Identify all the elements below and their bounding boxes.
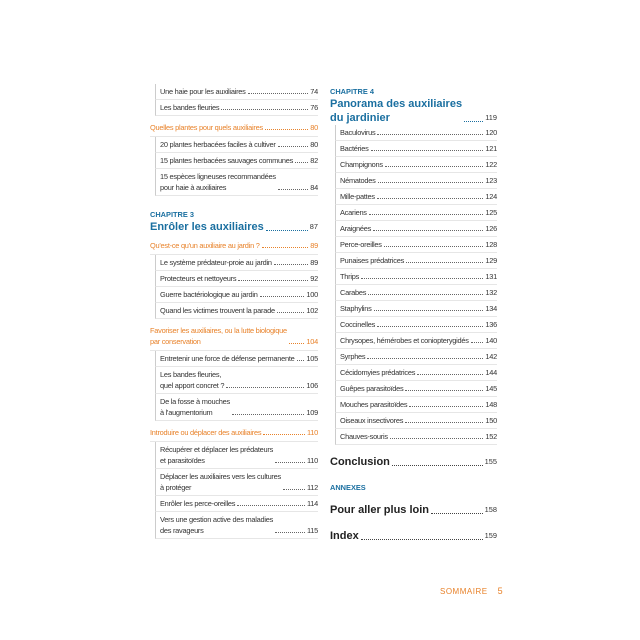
- toc-subsection-entry[interactable]: [155, 351, 318, 367]
- entry-page-number: 80: [310, 140, 318, 149]
- entry-page-number: 114: [306, 499, 318, 508]
- entry-page-number: 136: [485, 320, 497, 329]
- toc-section-entry[interactable]: [150, 234, 318, 255]
- toc-subsection-entry[interactable]: [335, 221, 497, 237]
- toc-subsection-entry[interactable]: [155, 137, 318, 153]
- entry-page-number: 112: [306, 483, 318, 492]
- toc-subsection-entry[interactable]: [335, 333, 497, 349]
- dot-leader: [248, 93, 309, 94]
- dot-leader: [262, 247, 309, 248]
- toc-subsection-entry[interactable]: [155, 271, 318, 287]
- dot-leader: [263, 434, 305, 435]
- entry-title: De la fosse à mouches à l'augmentorium: [160, 397, 230, 417]
- entry-title: Index: [330, 530, 359, 542]
- toc-subsection-entry[interactable]: [335, 141, 497, 157]
- entry-page-number: 126: [485, 224, 497, 233]
- entry-page-number: 128: [485, 240, 497, 249]
- entry-page-number: 106: [306, 381, 318, 390]
- toc-chapter-entry[interactable]: [330, 529, 497, 545]
- page-footer: [440, 586, 503, 596]
- entry-title: Perce-oreilles: [340, 240, 382, 249]
- dot-leader: [297, 360, 305, 361]
- entry-page-number: 132: [485, 288, 497, 297]
- entry-title: Quand les victimes trouvent la parade: [160, 306, 275, 315]
- entry-title: Staphylins: [340, 304, 372, 313]
- entry-title: Baculovirus: [340, 128, 376, 137]
- entry-title: Mouches parasitoïdes: [340, 400, 408, 409]
- dot-leader: [226, 387, 304, 388]
- dot-leader: [373, 230, 483, 231]
- entry-page-number: 124: [485, 192, 497, 201]
- dot-leader: [464, 121, 483, 122]
- dot-leader: [431, 513, 483, 514]
- entry-page-number: 105: [306, 354, 318, 363]
- dot-leader: [238, 280, 308, 281]
- toc-subsection-entry[interactable]: [155, 442, 318, 469]
- dot-leader: [405, 422, 483, 423]
- dot-leader: [377, 326, 483, 327]
- entry-page-number: 100: [306, 290, 318, 299]
- dot-leader: [275, 462, 305, 463]
- dot-leader: [417, 374, 483, 375]
- dot-leader: [283, 489, 305, 490]
- entry-title: Protecteurs et nettoyeurs: [160, 274, 237, 283]
- dot-leader: [361, 278, 483, 279]
- toc-subsection-entry[interactable]: [335, 349, 497, 365]
- entry-page-number: 115: [306, 526, 318, 535]
- dot-leader: [275, 532, 305, 533]
- toc-section-entry[interactable]: [150, 116, 318, 137]
- entry-title: Les bandes fleuries, quel apport concret ?: [160, 370, 225, 390]
- entry-title: Nématodes: [340, 176, 376, 185]
- entry-title: Pour aller plus loin: [330, 504, 430, 516]
- entry-page-number: 84: [310, 183, 318, 192]
- toc-subsection-entry[interactable]: [335, 157, 497, 173]
- toc-subsection-entry[interactable]: [155, 303, 318, 319]
- entry-page-number: 102: [306, 306, 318, 315]
- entry-title: Une haie pour les auxiliaires: [160, 87, 246, 96]
- entry-page-number: 140: [485, 336, 497, 345]
- entry-title: Champignons: [340, 160, 383, 169]
- dot-leader: [221, 109, 308, 110]
- entry-title: 15 espèces ligneuses recommandées pour haie à auxiliaires: [160, 172, 276, 192]
- entry-title: Le système prédateur-proie au jardin: [160, 258, 272, 267]
- entry-page-number: 121: [485, 144, 497, 153]
- toc-subsection-entry[interactable]: [155, 394, 318, 421]
- entry-page-number: 110: [306, 428, 318, 437]
- entry-title: Enrôler les auxiliaires: [150, 221, 264, 233]
- entry-page-number: 125: [485, 208, 497, 217]
- entry-title: Les bandes fleuries: [160, 103, 220, 112]
- entry-title: Introduire ou déplacer des auxiliaires: [150, 428, 262, 437]
- entry-page-number: 92: [310, 274, 318, 283]
- dot-leader: [232, 414, 304, 415]
- toc-subsection-entry[interactable]: [335, 189, 497, 205]
- toc-subsection-entry[interactable]: [335, 381, 497, 397]
- toc-subsection-entry[interactable]: [155, 84, 318, 100]
- entry-page-number: 119: [485, 113, 497, 122]
- toc-subsection-entry[interactable]: [335, 285, 497, 301]
- entry-page-number: 131: [485, 272, 497, 281]
- entry-page-number: 76: [310, 103, 318, 112]
- entry-page-number: 80: [310, 123, 318, 132]
- toc-subsection-entry[interactable]: [155, 287, 318, 303]
- entry-title: Thrips: [340, 272, 360, 281]
- entry-page-number: 144: [485, 368, 497, 377]
- dot-leader: [471, 342, 484, 343]
- dot-leader: [409, 406, 483, 407]
- toc-subsection-entry[interactable]: [335, 429, 497, 445]
- entry-page-number: 109: [306, 408, 318, 417]
- entry-title: Favoriser les auxiliaires, ou la lutte biologique par conservation: [150, 326, 287, 346]
- dot-leader: [406, 262, 483, 263]
- dot-leader: [385, 166, 484, 167]
- entry-title: Conclusion: [330, 456, 390, 468]
- entry-page-number: 104: [306, 337, 318, 346]
- entry-page-number: 142: [485, 352, 497, 361]
- toc-subsection-entry[interactable]: [335, 397, 497, 413]
- entry-title: Quelles plantes pour quels auxiliaires: [150, 123, 263, 132]
- dot-leader: [368, 294, 483, 295]
- entry-title: Carabes: [340, 288, 367, 297]
- toc-chapter-entry[interactable]: [330, 503, 497, 519]
- dot-leader: [392, 465, 483, 466]
- footer-section-label: SOMMAIRE: [440, 587, 488, 596]
- entry-title: Araignées: [340, 224, 372, 233]
- toc-subsection-entry[interactable]: [335, 317, 497, 333]
- entry-title: Punaises prédatrices: [340, 256, 405, 265]
- entry-page-number: 110: [306, 456, 318, 465]
- entry-page-number: 123: [485, 176, 497, 185]
- entry-title: Acariens: [340, 208, 367, 217]
- entry-title: Chauves-souris: [340, 432, 388, 441]
- toc-subsection-entry[interactable]: [155, 496, 318, 512]
- chapter-label: CHAPITRE 4: [330, 87, 374, 96]
- entry-title: Cécidomyies prédatrices: [340, 368, 416, 377]
- toc-subsection-entry[interactable]: [155, 100, 318, 116]
- toc-column-left: [150, 84, 318, 539]
- toc-subsection-entry[interactable]: [335, 301, 497, 317]
- dot-leader: [378, 182, 484, 183]
- dot-leader: [274, 264, 308, 265]
- chapter-label: ANNEXES: [330, 483, 366, 492]
- entry-page-number: 120: [485, 128, 497, 137]
- dot-leader: [371, 150, 484, 151]
- dot-leader: [277, 312, 305, 313]
- dot-leader: [237, 505, 305, 506]
- entry-title: Coccinelles: [340, 320, 376, 329]
- entry-page-number: 122: [485, 160, 497, 169]
- toc-subsection-entry[interactable]: [335, 253, 497, 269]
- entry-page-number: 155: [484, 457, 497, 466]
- page-number: 5: [497, 586, 504, 596]
- entry-title: Récupérer et déplacer les prédateurs et parasitoïdes: [160, 445, 274, 465]
- entry-title: Entretenir une force de défense permanente: [160, 354, 295, 363]
- dot-leader: [361, 539, 483, 540]
- toc-subsection-entry[interactable]: [335, 365, 497, 381]
- toc-chapter-entry[interactable]: [330, 455, 497, 469]
- toc-subsection-entry[interactable]: [155, 367, 318, 394]
- toc-subsection-entry[interactable]: [335, 173, 497, 189]
- toc-subsection-entry[interactable]: [335, 237, 497, 253]
- toc-subsection-entry[interactable]: [335, 413, 497, 429]
- dot-leader: [384, 246, 484, 247]
- entry-title: Oiseaux insectivores: [340, 416, 404, 425]
- dot-leader: [260, 296, 305, 297]
- dot-leader: [377, 134, 483, 135]
- dot-leader: [278, 189, 308, 190]
- entry-title: Mille-pattes: [340, 192, 375, 201]
- dot-leader: [369, 214, 484, 215]
- entry-title: Qu'est-ce qu'un auxiliaire au jardin ?: [150, 241, 260, 250]
- entry-title: 20 plantes herbacées faciles à cultiver: [160, 140, 276, 149]
- entry-page-number: 148: [485, 400, 497, 409]
- entry-page-number: 89: [310, 258, 318, 267]
- dot-leader: [405, 390, 483, 391]
- toc-chapter-entry[interactable]: [150, 220, 318, 234]
- entry-title: Vers une gestion active des maladies des ravageurs: [160, 515, 274, 535]
- entry-page-number: 145: [485, 384, 497, 393]
- dot-leader: [374, 310, 484, 311]
- toc-subsection-entry[interactable]: [335, 269, 497, 285]
- toc-subsection-entry[interactable]: [335, 205, 497, 221]
- toc-column-right: [330, 84, 497, 545]
- entry-page-number: 129: [485, 256, 497, 265]
- entry-page-number: 152: [485, 432, 497, 441]
- dot-leader: [295, 162, 308, 163]
- entry-title: Enrôler les perce-oreilles: [160, 499, 236, 508]
- entry-title: Déplacer les auxiliaires vers les cultures à protéger: [160, 472, 281, 492]
- entry-title: Panorama des auxiliaires du jardinier: [330, 98, 463, 124]
- entry-page-number: 159: [484, 531, 497, 540]
- toc-subsection-entry[interactable]: [155, 469, 318, 496]
- dot-leader: [266, 230, 308, 231]
- entry-title: Syrphes: [340, 352, 366, 361]
- entry-title: Chrysopes, hémérobes et coniopterygidés: [340, 336, 469, 345]
- toc-subsection-entry[interactable]: [155, 153, 318, 169]
- dot-leader: [367, 358, 483, 359]
- entry-page-number: 89: [310, 241, 318, 250]
- toc-chapter-entry[interactable]: [330, 97, 497, 125]
- entry-title: Guêpes parasitoïdes: [340, 384, 404, 393]
- entry-page-number: 74: [310, 87, 318, 96]
- dot-leader: [390, 438, 484, 439]
- entry-page-number: 82: [310, 156, 318, 165]
- dot-leader: [265, 129, 308, 130]
- toc-subsection-entry[interactable]: [155, 512, 318, 539]
- entry-title: 15 plantes herbacées sauvages communes: [160, 156, 294, 165]
- dot-leader: [377, 198, 484, 199]
- chapter-label: CHAPITRE 3: [150, 210, 194, 219]
- toc-subsection-entry[interactable]: [335, 125, 497, 141]
- toc-section-entry[interactable]: [150, 319, 318, 351]
- entry-page-number: 134: [485, 304, 497, 313]
- toc-subsection-entry[interactable]: [155, 169, 318, 196]
- dot-leader: [289, 343, 305, 344]
- entry-title: Bactéries: [340, 144, 369, 153]
- entry-title: Guerre bactériologique au jardin: [160, 290, 258, 299]
- toc-section-entry[interactable]: [150, 421, 318, 442]
- entry-page-number: 158: [484, 505, 497, 514]
- toc-subsection-entry[interactable]: [155, 255, 318, 271]
- dot-leader: [278, 146, 309, 147]
- entry-page-number: 150: [485, 416, 497, 425]
- entry-page-number: 87: [309, 222, 318, 231]
